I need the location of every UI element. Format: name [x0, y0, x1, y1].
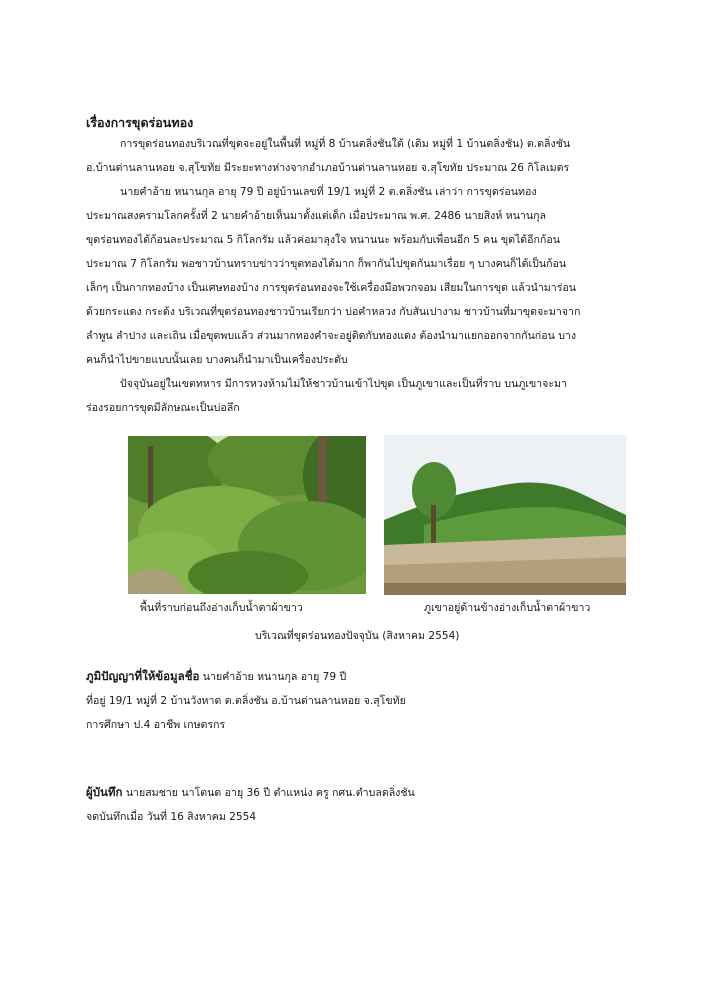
- text-line: การขุดร่อนทองบริเวณที่ขุดจะอยู่ในพื้นที่ หมู่ที่ 8 บ้านตลิ่งชันใต้ (เดิม หมู่ที่ 1 บ้านตลิ่งชัน) ต.ตลิ่งชัน: [120, 138, 571, 150]
- informant-address: ที่อยู่ 19/1 หมู่ที่ 2 บ้านวังหาด ต.ตลิ่งชัน อ.บ้านด่านลานหอย จ.สุโขทัย: [86, 695, 406, 707]
- photos-main-caption: บริเวณที่ขุดร่อนทองปัจจุบัน (สิงหาคม 2554): [255, 630, 460, 642]
- text-line: ขุดร่อนทองได้ก้อนละประมาณ 5 กิโลกรัม แล้วค่อมาลุงใจ หนานนะ พร้อมกับเพื่อนอีก 5 คน ขุดได้อีกก้อน: [86, 234, 560, 246]
- document-title: เรื่องการขุดร่อนทอง: [86, 115, 194, 130]
- recorder-block: [86, 780, 415, 829]
- recorder-label: ผู้บันทึก: [86, 785, 123, 799]
- photo-hill-caption: ภูเขาอยู่ด้านข้างอ่างเก็บน้ำตาผ้าขาว: [424, 602, 591, 614]
- paragraph-present: [86, 372, 658, 420]
- text-line: ร่องรอยการขุดมีลักษณะเป็นบ่อลึก: [86, 402, 240, 414]
- text-line: นายคำอ้าย หนานกุล อายุ 79 ปี อยู่บ้านเลขที่ 19/1 หมู่ที่ 2 ต.ตลิ่งชัน เล่าว่า การขุดร่อนทอง: [120, 186, 537, 198]
- photo-flatland-caption: พื้นที่ราบก่อนถึงอ่างเก็บน้ำตาผ้าขาว: [140, 602, 303, 614]
- photo-flatland: [128, 436, 366, 594]
- text-line: ด้วยกระแดง กระด้ง บริเวณที่ขุดร่อนทองชาวบ้านเรียกว่า บ่อคำหลวง กับสันเปางาม ชาวบ้านที่มาขุดจะมาจาก: [86, 306, 581, 318]
- text-line: คนก็นำไปขายแบบนั้นเลย บางคนก็นำมาเป็นเครื่องประดับ: [86, 354, 348, 366]
- informant-education: การศึกษา ป.4 อาชีพ เกษตรกร: [86, 719, 226, 731]
- recorder-date: จดบันทึกเมื่อ วันที่ 16 สิงหาคม 2554: [86, 811, 257, 823]
- paragraph-history: [86, 180, 658, 372]
- photo-hill-reservoir: [384, 435, 626, 595]
- informant-label: ภูมิปัญญาที่ให้ข้อมูลชื่อ: [86, 669, 200, 683]
- text-line: ประมาณสงครามโลกครั้งที่ 2 นายคำอ้ายเห็นมาตั้งแต่เด็ก เมื่อประมาณ พ.ศ. 2486 นายสิงห์ หนานกุล: [86, 210, 547, 222]
- informant-block: [86, 664, 406, 737]
- recorder-name: นายสมชาย นาโตนด อายุ 36 ปี ตำแหน่ง ครู กศน.ตำบลตลิ่งชัน: [122, 787, 415, 799]
- paragraph-location: [86, 132, 658, 180]
- text-line: อ.บ้านด่านลานหอย จ.สุโขทัย มีระยะทางห่างจากอำเภอบ้านด่านลานหอย จ.สุโขทัย ประมาณ 26 กิโลเมตร: [86, 162, 570, 174]
- text-line: ประมาณ 7 กิโลกรัม พอชาวบ้านทราบข่าวว่าขุดทองได้มาก ก็พากันไปขุดกันมาเรื่อย ๆ บางคนก็ได้เป็นก้อน: [86, 258, 567, 270]
- text-line: ปัจจุบันอยู่ในเขตทหาร มีการหวงห้ามไม่ให้ชาวบ้านเข้าไปขุด เป็นภูเขาและเป็นที่ราบ บนภูเขาจะมา: [120, 378, 567, 390]
- text-line: เล็กๆ เป็นกากทองบ้าง เป็นเศษทองบ้าง การขุดร่อนทองจะใช้เครื่องมือพวกจอม เสียมในการขุด แล้วนำมาร่อน: [86, 282, 577, 294]
- informant-name: นายคำอ้าย หนานกุล อายุ 79 ปี: [199, 671, 347, 683]
- text-line: ลำพูน ลำปาง และเถิน เมื่อขุดพบแล้ว ส่วนมากทองคำจะอยู่ติดกับทองแดง ต้องนำมาแยกออกจากกันก่อน บาง: [86, 330, 577, 342]
